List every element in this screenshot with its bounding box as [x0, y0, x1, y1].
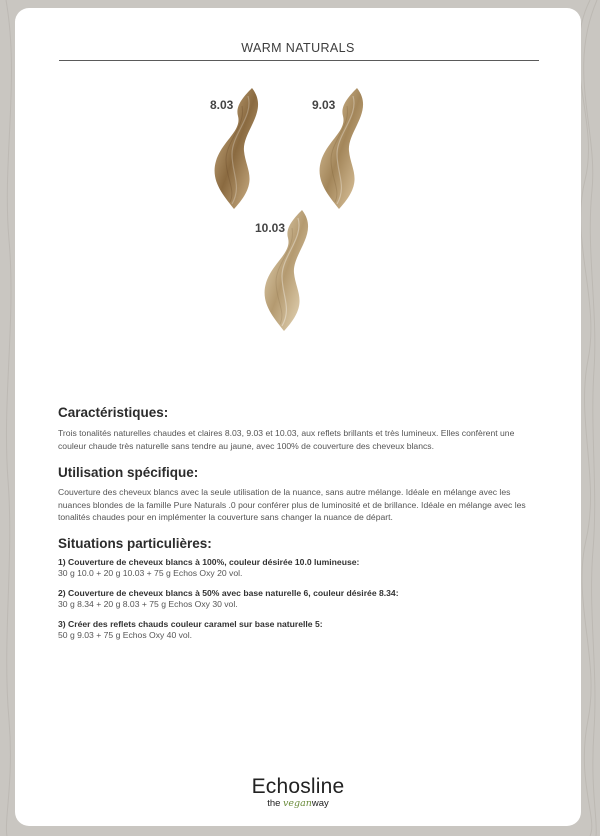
brand-tagline — [15, 798, 581, 809]
situation-question: 3) Créer des reflets chauds couleur caramel sur base naturelle 5: — [58, 619, 323, 629]
situation-item — [58, 588, 548, 610]
brand-name: Echosline — [251, 775, 345, 798]
shade-label: 10.03 — [255, 221, 286, 235]
tagline-vegan: vegan — [283, 798, 312, 809]
situation-answer: 50 g 9.03 + 75 g Echos Oxy 40 vol. — [58, 630, 193, 640]
situation-question: 1) Couverture de cheveux blancs à 100%, couleur désirée 10.0 lumineuse: — [58, 557, 360, 567]
title-divider — [59, 60, 539, 61]
hair-swatch-10-03 — [252, 208, 322, 333]
situation-question: 2) Couverture de cheveux blancs à 50% avec base naturelle 6, couleur désirée 8.34: — [58, 588, 399, 598]
characteristics-heading: Caractéristiques: — [58, 405, 169, 420]
hair-swatch-8-03 — [202, 86, 272, 211]
product-sheet — [15, 8, 581, 826]
usage-heading: Utilisation spécifique: — [58, 465, 199, 480]
characteristics-text: Trois tonalités naturelles chaudes et claires 8.03, 9.03 et 10.03, aux reflets brillants et très lumineux. Elles confèrent une couleur chaude très naturelle sans tendre au jaune, avec 100% de couverture des cheveux blancs. — [58, 428, 515, 451]
tagline-the: the — [267, 798, 281, 809]
page-title: WARM NATURALS — [241, 41, 355, 55]
situation-item — [58, 557, 548, 579]
situation-item — [58, 619, 548, 641]
situations-heading: Situations particulières: — [58, 536, 212, 551]
brand-logo — [15, 776, 581, 809]
situation-answer: 30 g 8.34 + 20 g 8.03 + 75 g Echos Oxy 30 vol. — [58, 599, 238, 609]
tagline-way: way — [311, 798, 329, 809]
situation-answer: 30 g 10.0 + 20 g 10.03 + 75 g Echos Oxy 20 vol. — [58, 568, 243, 578]
shade-label: 9.03 — [312, 98, 336, 112]
usage-text: Couverture des cheveux blancs avec la seule utilisation de la nuance, sans autre mélange. Idéale en mélange avec les nuances blondes de la famille Pure Naturals .0 pour conférer plus de luminosité et de brillance. Idéale en mélange avec les tonalités chaudes pour en implémenter la couverture sans changer la nuance de départ. — [58, 487, 526, 523]
shade-label: 8.03 — [210, 98, 234, 112]
hair-swatch-9-03 — [307, 86, 377, 211]
